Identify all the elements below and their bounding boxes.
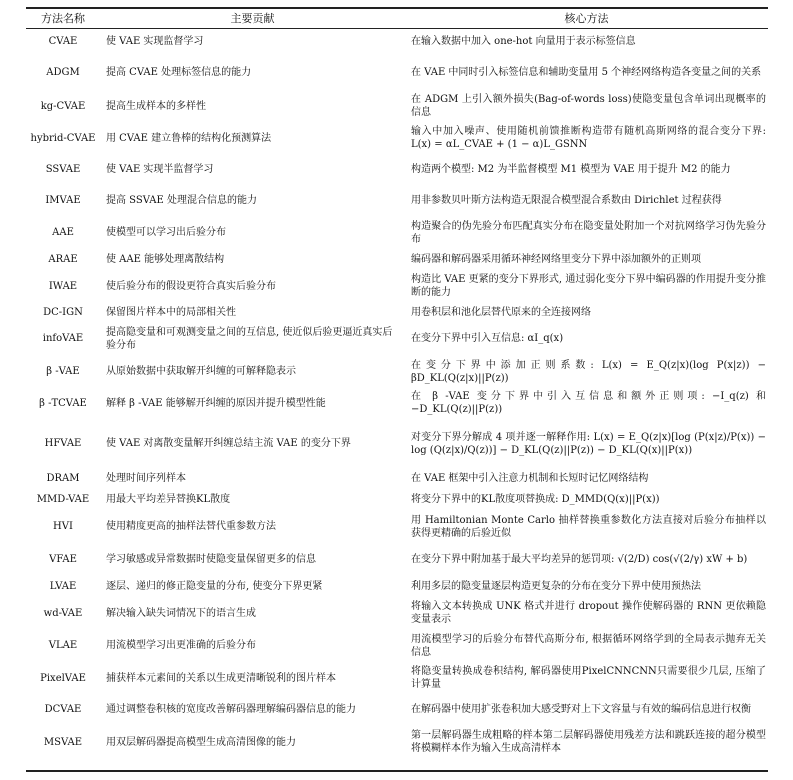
table-row [26, 510, 768, 543]
core-method-cell: 将输入文本转换成 UNK 格式并进行 dropout 操作使解码器的 RNN 更依赖隐变量表示 [411, 601, 766, 625]
table-row [26, 629, 768, 662]
table-row [26, 418, 768, 469]
table-row [26, 249, 768, 270]
table-row [26, 122, 768, 154]
method-name-cell: IMVAE [45, 194, 81, 206]
method-name-cell: β -VAE [46, 366, 80, 377]
contribution-cell: 使模型可以学习出后验分布 [106, 227, 226, 238]
core-method-cell: 用 Hamiltonian Monte Carlo 抽样替换重参数化方法直接对后验分布抽样以获得更精确的后验近似 [411, 514, 766, 539]
method-name-cell: MSVAE [43, 736, 83, 748]
table-row [26, 322, 768, 355]
header-core-method: 核心方法 [564, 12, 609, 25]
core-method-cell: 第一层解码器生成粗略的样本第二层解码器使用残差方法和跳跃连接的超分模型将模糊样本作为输入生成高清样本 [411, 730, 766, 754]
method-name-cell: PixelVAE [40, 672, 86, 684]
table-row [26, 488, 768, 510]
method-name-cell: LVAE [49, 581, 77, 592]
method-name-cell: hybrid-CVAE [30, 132, 96, 144]
contribution-cell: 用流模型学习出更准确的后验分布 [106, 640, 256, 651]
method-name-cell: AAE [52, 227, 74, 238]
contribution-cell: 用 CVAE 建立鲁棒的结构化预测算法 [106, 132, 272, 144]
method-name-cell: VFAE [49, 554, 77, 565]
core-method-cell: 在变分下界中附加基于最大平均差异的惩罚项: √(2/D) cos(√(2/γ) xW + b) [411, 554, 748, 565]
core-method-cell: 在 ADGM 上引入额外损失(Bag-of-words loss)使隐变量包含单词出现概率的信息 [411, 94, 766, 118]
table-row [26, 302, 768, 322]
core-method-cell: 构造聚合的伪先验分布匹配真实分布在隐变量处附加一个对抗网络学习伪先验分布 [411, 220, 766, 245]
core-method-cell: 用流模型学习的后验分布替代高斯分布, 根据循环网络学到的全局表示抛弃无关信息 [411, 633, 766, 658]
contribution-cell: 提高 CVAE 处理标签信息的能力 [106, 67, 252, 78]
core-method-cell: 用卷积层和池化层替代原来的全连接网络 [411, 306, 591, 318]
core-method-cell: 将隐变量转换成卷积结构, 解码器使用PixelCNNCNN只需要很少几层, 压缩了计算量 [411, 666, 766, 690]
contribution-cell: 使 VAE 对离散变量解开纠缠总结主流 VAE 的变分下界 [106, 438, 351, 449]
table-row [26, 154, 768, 184]
table-row [26, 216, 768, 249]
core-method-cell: 构造比 VAE 更紧的变分下界形式, 通过弱化变分下界中编码器的作用提升变分推断的能力 [411, 274, 766, 298]
header-method: 方法名称 [41, 12, 85, 25]
contribution-cell: 使 AAE 能够处理离散结构 [106, 254, 225, 265]
table-header-row [26, 8, 768, 28]
method-name-cell: CVAE [48, 36, 78, 47]
contribution-cell: 使用精度更高的抽样法替代重参数方法 [106, 521, 276, 532]
method-name-cell: IWAE [48, 280, 78, 292]
method-name-cell: β -TCVAE [39, 397, 87, 409]
bottom-rule [26, 770, 768, 772]
contribution-cell: 解决输入缺失词情况下的语言生成 [106, 607, 256, 619]
table-row [26, 28, 768, 55]
contribution-cell: 提高隐变量和可观测变量之间的互信息, 使近似后验更逼近真实后验分布 [106, 326, 393, 351]
core-method-cell: 构造两个模型: M2 为半监督模型 M1 模型为 VAE 用于提升 M2 的能力 [411, 163, 731, 175]
contribution-cell: 提高生成样本的多样性 [106, 100, 206, 112]
table-row [26, 597, 768, 629]
table-row [26, 662, 768, 694]
contribution-cell: 捕获样本元素间的关系以生成更清晰锐利的图片样本 [106, 672, 336, 684]
contribution-cell: 解释 β -VAE 能够解开纠缠的原因并提升模型性能 [106, 397, 326, 409]
core-method-cell: 在解码器中使用扩张卷积加大感受野对上下文容量与有效的编码信息进行权衡 [411, 704, 751, 715]
method-name-cell: SSVAE [45, 163, 81, 175]
table-row [26, 576, 768, 597]
core-method-cell: 输入中加入噪声、使用随机前馈推断构造带有随机高斯网络的混合变分下界: L(x) = αL_CVAE + (1 − α)L_GSNN [411, 126, 766, 150]
method-name-cell: MMD-VAE [36, 493, 90, 505]
table-row [26, 55, 768, 90]
table-body [26, 28, 768, 759]
table-row [26, 469, 768, 488]
core-method-cell: 用非参数贝叶斯方法构造无限混合模型混合系数由 Dirichlet 过程获得 [411, 194, 722, 206]
header-contribution: 主要贡献 [230, 12, 275, 25]
contribution-cell: 学习敏感或异常数据时使隐变量保留更多的信息 [106, 554, 316, 565]
core-method-cell: 在输入数据中加入 one-hot 向量用于表示标签信息 [411, 36, 636, 47]
contribution-cell: 通过调整卷积核的宽度改善解码器理解编码器信息的能力 [106, 704, 356, 715]
core-method-cell: 将变分下界中的KL散度项替换成: D_MMD(Q(x)||P(x)) [411, 493, 660, 505]
method-name-cell: kg-CVAE [40, 100, 86, 112]
contribution-cell: 用最大平均差异替换KL散度 [106, 493, 231, 505]
contribution-cell: 使 VAE 实现监督学习 [106, 36, 204, 47]
method-name-cell: VLAE [48, 640, 78, 651]
contribution-cell: 使 VAE 实现半监督学习 [106, 163, 214, 175]
contribution-cell: 使后验分布的假设更符合真实后验分布 [106, 280, 276, 292]
contribution-cell: 逐层、递归的修正隐变量的分布, 使变分下界更紧 [106, 581, 323, 592]
contribution-cell: 用双层解码器提高模型生成高清图像的能力 [106, 736, 296, 748]
table-row [26, 90, 768, 122]
contribution-cell: 处理时间序列样本 [106, 473, 186, 484]
core-method-cell: 编码器和解码器采用循环神经网络里变分下界中添加额外的正则项 [411, 254, 701, 265]
methods-table [26, 8, 768, 759]
method-name-cell: ADGM [46, 67, 80, 78]
method-name-cell: ARAE [48, 254, 78, 265]
table-row [26, 694, 768, 725]
contribution-cell: 从原始数据中获取解开纠缠的可解释隐表示 [106, 366, 296, 377]
table-row [26, 270, 768, 302]
core-method-cell: 在 β -VAE 变分下界中引入互信息和额外正则项: −I_q(z) 和 −D_KL(Q(z)||P(z)) [411, 391, 766, 415]
method-name-cell: DCVAE [44, 704, 82, 715]
core-method-cell: 在变分下界中添加正则系数: L(x) = E_Q(z|x)(log P(x|z)) − βD_KL(Q(z|x)||P(z)) [411, 359, 766, 384]
core-method-cell: 在 VAE 框架中引入注意力机制和长短时记忆网络结构 [411, 473, 649, 484]
core-method-cell: 对变分下界分解成 4 项并逐一解释作用: L(x) = E_Q(z|x)[log (P(x|z)/P(x)) − log (Q(z|x)/Q(z))] − D_KL(Q(z)||P(z)) − D_KL(Q(x)||P(x)) [411, 431, 766, 456]
table-row [26, 543, 768, 576]
table-row [26, 355, 768, 388]
method-name-cell: HVI [53, 521, 73, 532]
contribution-cell: 保留图片样本中的局部相关性 [106, 306, 236, 318]
contribution-cell: 提高 SSVAE 处理混合信息的能力 [106, 194, 257, 206]
method-name-cell: infoVAE [42, 333, 84, 344]
table-row [26, 725, 768, 759]
method-name-cell: wd-VAE [43, 607, 83, 619]
core-method-cell: 利用多层的隐变量逐层构造更复杂的分布在变分下界中使用预热法 [411, 581, 701, 592]
core-method-cell: 在 VAE 中同时引入标签信息和辅助变量用 5 个神经网络构造各变量之间的关系 [411, 67, 762, 78]
table-row [26, 184, 768, 216]
core-method-cell: 在变分下界中引入互信息: αI_q(x) [411, 333, 564, 344]
method-name-cell: DC-IGN [43, 306, 83, 318]
method-name-cell: HFVAE [44, 438, 82, 449]
method-name-cell: DRAM [46, 473, 80, 484]
table-row [26, 388, 768, 418]
